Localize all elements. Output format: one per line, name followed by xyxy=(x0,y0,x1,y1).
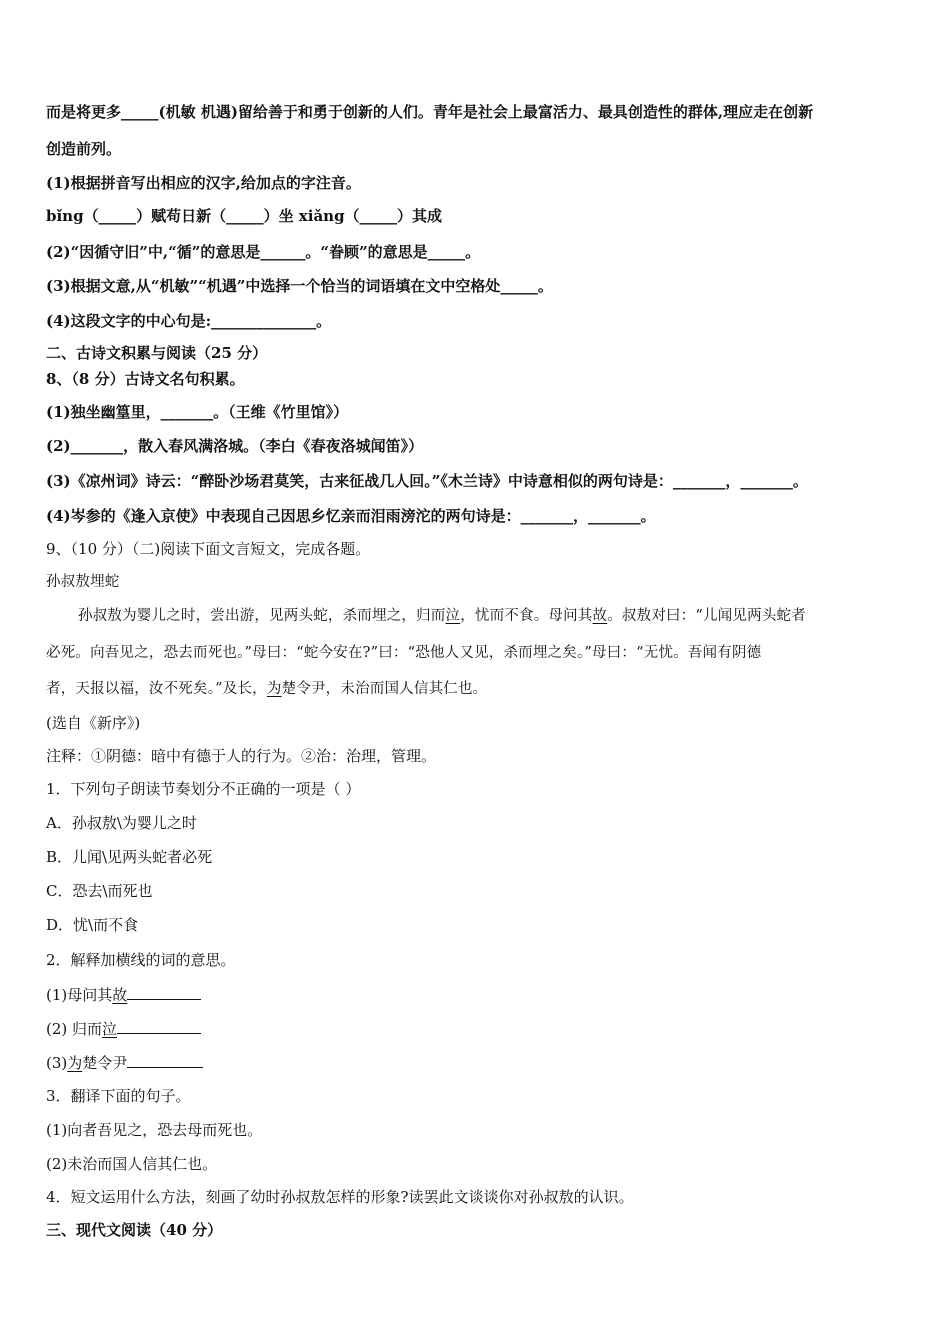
q7-part-3: (3)根据文意,从“机敏”“机遇”中选择一个恰当的词语填在文中空格处_____。 xyxy=(46,277,553,295)
q9-title: 9、（10 分）（二)阅读下面文言短文，完成各题。 xyxy=(46,540,371,558)
underlined-word-wei: 为 xyxy=(266,681,282,697)
passage-title: 孙叔敖埋蛇 xyxy=(46,574,120,590)
passage-line-3: 者，天报以福，汝不死矣。”及长，为楚令尹，未治而国人信其仁也。 xyxy=(46,681,488,697)
q8-item-3: (3)《凉州词》诗云：“醉卧沙场君莫笑，古来征战几人回。”《木兰诗》中诗意相似的两句诗是：_______，_______。 xyxy=(46,472,808,490)
passage-note: 注释：①阴德：暗中有德于人的行为。②治：治理，管理。 xyxy=(46,747,437,765)
underlined-word-gu: 故 xyxy=(592,608,608,624)
intro-line-1: 而是将更多_____(机敏 机遇)留给善于和勇于创新的人们。青年是社会上最富活力、最具创造性的群体,理应走在创新 xyxy=(46,103,814,121)
q7-part-1: (1)根据拼音写出相应的汉字,给加点的字注音。 xyxy=(46,174,361,192)
option-d: D．忧\而不食 xyxy=(46,916,139,934)
section-3-heading: 三、现代文阅读（40 分） xyxy=(46,1221,223,1239)
q7-pinyin-line: bǐng（_____）赋苟日新（_____）坐 xiǎng（_____）其成 xyxy=(46,207,443,225)
passage-line-1: 孙叔敖为婴儿之时，尝出游，见两头蛇，杀而埋之，归而泣，忧而不食。母问其故。叔敖对曰：“儿闻见两头蛇者 xyxy=(78,608,806,624)
subq-4: 4．短文运用什么方法，刻画了幼时孙叔敖怎样的形象?读罢此文谈谈你对孙叔敖的认识。 xyxy=(46,1188,634,1206)
q8-item-2: (2)_______，散入春风满洛城。（李白《春夜洛城闻笛》） xyxy=(46,437,424,455)
subq-2-item-1: (1)母问其故 xyxy=(46,987,201,1003)
q8-item-4: (4)岑参的《逢入京使》中表现自己因思乡忆亲而泪雨滂沱的两句诗是：_______，_______。 xyxy=(46,507,656,525)
subq-2: 2．解释加横线的词的意思。 xyxy=(46,951,236,969)
subq-3-item-1: (1)向者吾见之，恐去母而死也。 xyxy=(46,1121,263,1139)
answer-blank xyxy=(127,1055,203,1068)
subq-3-item-2: (2)未治而国人信其仁也。 xyxy=(46,1155,218,1173)
underlined-word-qi: 泣 xyxy=(445,608,461,624)
q8-item-1: (1)独坐幽篁里，_______。（王维《竹里馆》） xyxy=(46,403,349,421)
subq-2-item-3: (3)为楚令尹 xyxy=(46,1055,203,1071)
q7-part-2: (2)“因循守旧”中,“循”的意思是______。“眷顾”的意思是_____。 xyxy=(46,243,481,261)
q8-title: 8、（8 分）古诗文名句积累。 xyxy=(46,370,245,388)
passage-line-2: 必死。向吾见之，恐去而死也。”母曰：“蛇今安在?”曰：“恐他人又见，杀而埋之矣。”母曰：“无忧。吾闻有阴德 xyxy=(46,645,762,661)
option-a: A．孙叔敖\为婴儿之时 xyxy=(46,814,197,832)
section-2-heading: 二、古诗文积累与阅读（25 分） xyxy=(46,344,268,362)
q7-part-4: (4)这段文字的中心句是:______________。 xyxy=(46,312,332,330)
subq-1: 1．下列句子朗读节奏划分不正确的一项是（ ） xyxy=(46,780,361,798)
option-b: B．儿闻\见两头蛇者必死 xyxy=(46,848,213,866)
answer-blank xyxy=(127,987,201,1000)
intro-line-2: 创造前列。 xyxy=(46,140,122,158)
option-c: C．恐去\而死也 xyxy=(46,882,153,900)
subq-2-item-2: (2) 归而泣 xyxy=(46,1021,201,1037)
passage-source: (选自《新序》) xyxy=(46,714,141,732)
subq-3: 3．翻译下面的句子。 xyxy=(46,1087,191,1105)
answer-blank xyxy=(117,1021,201,1034)
